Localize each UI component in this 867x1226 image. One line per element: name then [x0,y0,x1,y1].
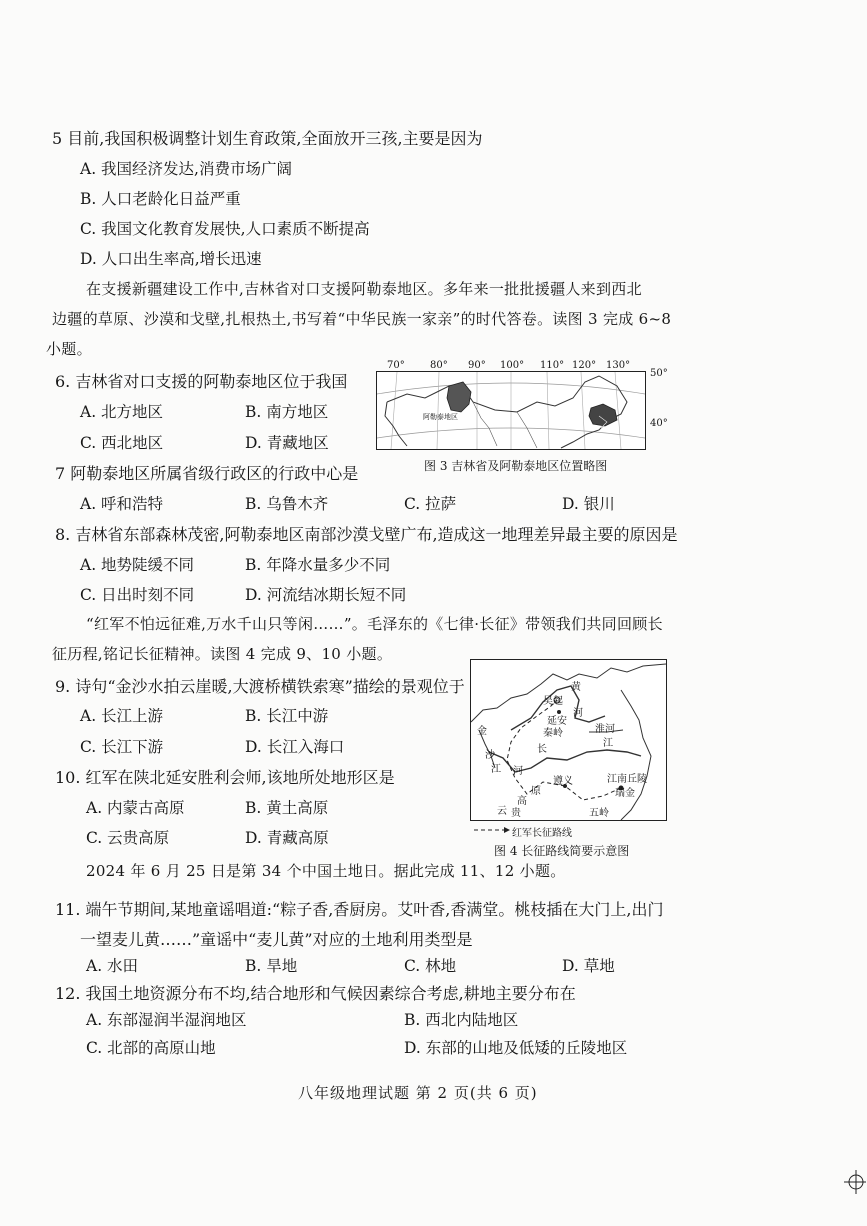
q11-option-a: A. 水田 [86,957,139,975]
figure3-caption: 图 3 吉林省及阿勒泰地区位置略图 [424,459,608,473]
passage1-line2: 边疆的草原、沙漠和戈壁,扎根热土,书写着“中华民族一家亲”的时代答卷。读图 3 完成 6~8 [52,310,672,328]
q9-option-b: B. 长江中游 [245,707,329,725]
figure3-lon-110: 110° [540,360,565,371]
figure4-legend-swatch [472,825,512,835]
figure4-svg [471,660,666,820]
q12-option-a: A. 东部湿润半湿润地区 [86,1011,247,1029]
passage2-line2: 征历程,铭记长征精神。读图 4 完成 9、10 小题。 [52,645,393,663]
q5-option-b: B. 人口老龄化日益严重 [80,190,241,208]
fig4-label-zunyi: 遵义 [553,776,573,787]
q8-stem: 8. 吉林省东部森林茂密,阿勒泰地区南部沙漠戈壁广布,造成这一地理差异最主要的原因是 [55,525,678,544]
q9-option-a: A. 长江上游 [80,707,164,725]
q12-option-c: C. 北部的高原山地 [86,1039,216,1057]
q7-stem: 7 阿勒泰地区所属省级行政区的行政中心是 [55,464,359,483]
q9-stem: 9. 诗句“金沙水拍云崖暖,大渡桥横铁索寒”描绘的景观位于 [55,677,465,696]
q12-option-d: D. 东部的山地及低矮的丘陵地区 [404,1039,628,1057]
fig4-label-jiang2: 江 [603,738,613,749]
fig4-label-chang: 长 [537,744,547,755]
fig4-label-wuling: 五岭 [589,808,609,819]
q11-stem-line2: 一望麦儿黄……”童谣中“麦儿黄”对应的土地利用类型是 [80,930,473,949]
fig4-label-gui: 贵 [511,808,521,819]
registration-mark-icon [842,1170,866,1194]
q11-option-b: B. 旱地 [245,957,298,975]
q5-stem: 5 目前,我国积极调整计划生育政策,全面放开三孩,主要是因为 [52,129,483,148]
q7-option-c: C. 拉萨 [404,495,457,513]
passage2-line1: “红军不怕远征难,万水千山只等闲……”。毛泽东的《七律·长征》带领我们共同回顾长 [86,615,663,633]
q10-option-a: A. 内蒙古高原 [86,799,185,817]
fig4-label-jiangnan: 江南丘陵 [607,774,647,785]
q10-stem: 10. 红军在陕北延安胜利会师,该地所处地形区是 [55,768,395,787]
page-footer: 八年级地理试题 第 2 页(共 6 页) [298,1084,538,1102]
fig4-label-huaihe: 淮河 [595,724,615,735]
q5-option-a: A. 我国经济发达,消费市场广阔 [80,160,292,178]
altay-region-shape [447,382,471,412]
q6-option-c: C. 西北地区 [80,434,164,452]
q6-option-d: D. 青藏地区 [245,434,329,452]
q10-option-d: D. 青藏高原 [245,829,329,847]
q11-option-d: D. 草地 [562,957,615,975]
fig4-label-wuqi: 吴起 [543,696,563,707]
passage1-line3: 小题。 [46,340,92,358]
figure3-lat-50: 50° [650,368,668,379]
fig4-label-jiang1: 江 [491,764,501,775]
figure3-region-label: 阿勒泰地区 [423,413,458,421]
figure3-lon-80: 80° [430,360,448,371]
fig4-label-yanan: 延安 [547,716,567,727]
figure3-svg [377,372,645,449]
figure3-lon-90: 90° [468,360,486,371]
fig4-label-yun: 云 [497,806,507,817]
figure3-lon-130: 130° [606,360,631,371]
fig4-label-he2: 河 [513,766,523,777]
q7-option-b: B. 乌鲁木齐 [245,495,329,513]
figure3-lon-120: 120° [572,360,597,371]
q5-option-c: C. 我国文化教育发展快,人口素质不断提高 [80,220,370,238]
fig4-label-jin: 金 [477,726,487,737]
q10-option-c: C. 云贵高原 [86,829,170,847]
figure4-legend-label: 红军长征路线 [512,828,572,839]
figure3-lon-100: 100° [500,360,525,371]
figure3-lon-70: 70° [387,360,405,371]
fig4-label-sha: 沙 [485,750,495,761]
q12-option-b: B. 西北内陆地区 [404,1011,519,1029]
q7-option-d: D. 银川 [562,495,615,513]
q8-option-a: A. 地势陡缓不同 [80,556,195,574]
q8-option-c: C. 日出时刻不同 [80,586,195,604]
q8-option-b: B. 年降水量多少不同 [245,556,391,574]
passage3-line1: 2024 年 6 月 25 日是第 34 个中国土地日。据此完成 11、12 小题。 [86,862,566,880]
q10-option-b: B. 黄土高原 [245,799,329,817]
q6-option-a: A. 北方地区 [80,403,164,421]
fig4-label-huang: 黄 [571,682,581,693]
q7-option-a: A. 呼和浩特 [80,495,164,513]
figure3-lat-40: 40° [650,418,668,429]
fig4-label-gao: 高 [517,796,527,807]
q6-option-b: B. 南方地区 [245,403,329,421]
q9-option-c: C. 长江下游 [80,738,164,756]
fig4-label-he1: 河 [573,708,583,719]
q8-option-d: D. 河流结冰期长短不同 [245,586,407,604]
q11-stem-line1: 11. 端午节期间,某地童谣唱道:“粽子香,香厨房。艾叶香,香满堂。桃枝插在大门上,出门 [55,900,664,919]
jilin-region-shape [589,404,617,426]
q11-option-c: C. 林地 [404,957,457,975]
passage1-line1: 在支援新疆建设工作中,吉林省对口支援阿勒泰地区。多年来一批批援疆人来到西北 [86,280,642,298]
q6-stem: 6. 吉林省对口支援的阿勒泰地区位于我国 [55,372,348,391]
fig4-label-qinling: 秦岭 [543,728,563,739]
q5-option-d: D. 人口出生率高,增长迅速 [80,250,262,268]
q12-stem: 12. 我国土地资源分布不均,结合地形和气候因素综合考虑,耕地主要分布在 [55,984,576,1003]
fig4-label-ruijin: 瑞金 [615,788,635,799]
figure4-frame [470,659,667,821]
figure4-caption: 图 4 长征路线简要示意图 [494,844,630,858]
figure3-frame [376,371,646,450]
q9-option-d: D. 长江入海口 [245,738,345,756]
fig4-label-yuan: 原 [531,786,541,797]
